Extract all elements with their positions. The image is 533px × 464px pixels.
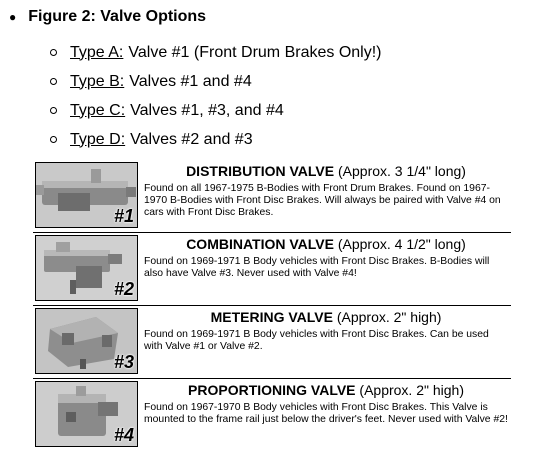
valve-number: #3 [113,352,134,372]
valve-description: Found on all 1967-1975 B-Bodies with Front Drum Brakes. Found on 1967-1970 B-Bodies with Front Disc Brakes. Will always be paired with Valve #4 on cars with Front Disc Brakes. [144,183,501,218]
circle-bullet-icon [50,49,57,56]
valve-name: COMBINATION VALVE [186,236,334,252]
metering-valve-photo [35,308,138,374]
figure-title: Figure 2: Valve Options [28,8,207,25]
valve-size: (Approx. 4 1/2" long) [337,236,466,252]
circle-bullet-icon [50,107,57,114]
option-type-label: Type D: [70,130,126,148]
option-text: Valves #2 and #3 [130,130,253,148]
figure-heading [9,8,206,26]
option-text: Valves #1 and #4 [129,72,252,90]
valve-title [143,163,509,179]
option-type-c [50,96,381,125]
valve-description: Found on 1969-1971 B Body vehicles with Front Disc Brakes. Can be used with Valve #1 or Valve #2. [144,329,489,352]
valve-size: (Approx. 2" high) [359,382,464,398]
option-type-label: Type A: [70,43,124,61]
valve-title [143,382,509,398]
valve-number: #1 [113,206,134,226]
proportioning-valve-photo [35,381,138,447]
option-type-label: Type B: [70,72,125,90]
valve-size: (Approx. 3 1/4" long) [338,163,466,179]
valve-1-row [33,160,511,233]
valve-2-row [33,233,511,306]
option-type-d [50,125,381,154]
valve-number: #4 [113,425,134,445]
valve-title [143,309,509,325]
valve-description: Found on 1969-1971 B Body vehicles with Front Disc Brakes. B-Bodies will also have Valve #3. Never used with Valve #4! [144,256,490,279]
valve-3-row [33,306,511,379]
option-text: Valves #1, #3, and #4 [130,101,284,119]
valve-options-list [50,38,381,154]
valve-name: PROPORTIONING VALVE [188,382,356,398]
option-type-label: Type C: [70,101,126,119]
bullet-icon: ● [9,10,17,24]
option-type-b [50,67,381,96]
option-type-a [50,38,381,67]
circle-bullet-icon [50,78,57,85]
valve-number: #2 [113,279,134,299]
circle-bullet-icon [50,136,57,143]
valve-title [143,236,509,252]
valve-name: DISTRIBUTION VALVE [186,163,335,179]
distribution-valve-photo [35,162,138,228]
valve-description: Found on 1967-1970 B Body vehicles with Front Disc Brakes. This Valve is mounted to the frame rail just below the driver's feet. Never used with Valve #2! [144,402,508,425]
option-text: Valve #1 (Front Drum Brakes Only!) [128,43,382,61]
valve-4-row [33,379,511,451]
valve-size: (Approx. 2" high) [336,309,442,325]
valve-name: METERING VALVE [210,309,333,325]
combination-valve-photo [35,235,138,301]
